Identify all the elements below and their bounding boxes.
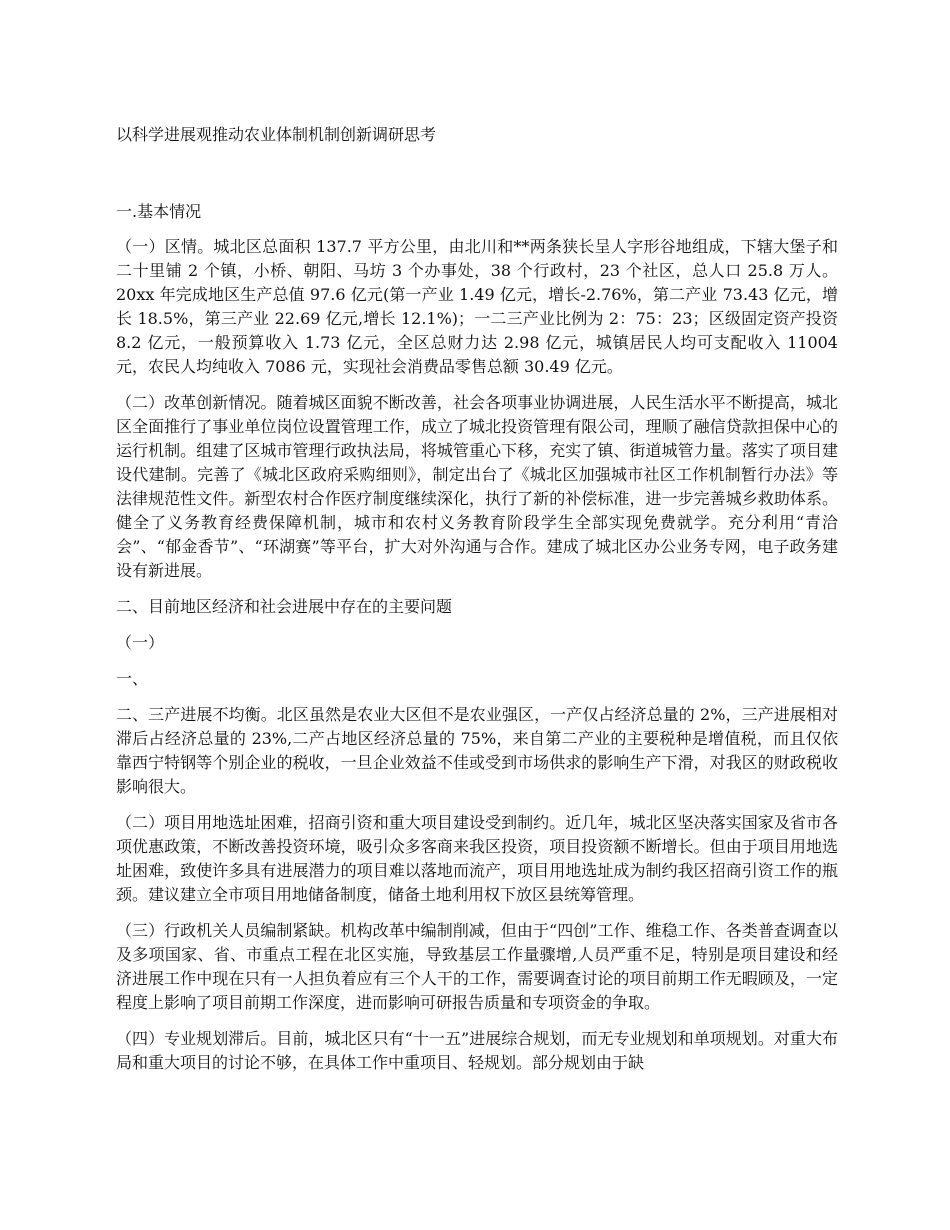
section-heading-main-problems: 二、目前地区经济和社会进展中存在的主要问题: [116, 597, 453, 616]
paragraph-planning-lag: （四）专业规划滞后。目前，城北区只有“十一五”进展综合规划，而无专业规划和单项规划。对重大布局和重大项目的讨论不够，在具体工作中重项目、轻规划。部分规划由于缺: [116, 1029, 838, 1072]
paragraph-land-siting: （二）项目用地选址困难，招商引资和重大项目建设受到制约。近几年，城北区坚决落实国家及省市各项优惠政策，不断改善投资环境，吸引众多客商来我区投资，项目投资额不断增长。但由于项目用地选址困难，致使许多具有进展潜力的项目难以落地而流产，项目用地选址成为制约我区招商引资工作的瓶颈。建议建立全市项目用地储备制度，储备土地利用权下放区县统筹管理。: [116, 813, 838, 904]
paragraph-subheading-numeral-one: 一、: [116, 669, 149, 688]
paragraph-district-overview: （一）区情。城北区总面积 137.7 平方公里，由北川和**两条狭长呈人字形谷地组成，下辖大堡子和二十里铺 2 个镇，小桥、朝阳、马坊 3 个办事处，38 个行政村，23 个社区，总人口 25.8 万人。20xx 年完成地区生产总值 97.6 亿元(第一产业 1.49 亿元，增长-2.76%，第二产业 73.43 亿元，增长 18.5%，第三产业 22.69 亿元,增长 12.1%)；一二三产业比例为 2：75：23；区级固定资产投资 8.2 亿元，一般预算收入 1.73 亿元，全区总财力达 2.98 亿元，城镇居民人均可支配收入 11004 元，农民人均纯收入 7086 元，实现社会消费品零售总额 30.49 亿元。: [116, 237, 838, 376]
paragraph-subheading-one: （一）: [116, 633, 165, 652]
paragraph-staffing-shortage: （三）行政机关人员编制紧缺。机构改革中编制削减，但由于“四创”工作、维稳工作、各类普查调查以及多项国家、省、市重点工程在北区实施，导致基层工作量骤增,人员严重不足，特别是项目建设和经济进展工作中现在只有一人担负着应有三个人干的工作，需要调查讨论的项目前期工作无暇顾及，一定程度上影响了项目前期工作深度，进而影响可研报告质量和专项资金的争取。: [116, 921, 838, 1012]
paragraph-reform-innovation: （二）改革创新情况。随着城区面貌不断改善，社会各项事业协调进展，人民生活水平不断提高，城北区全面推行了事业单位岗位设置管理工作，成立了城北投资管理有限公司，理顺了融信贷款担保中心的运行机制。组建了区城市管理行政执法局，将城管重心下移，充实了镇、街道城管力量。落实了项目建设代建制。完善了《城北区政府采购细则》，制定出台了《城北区加强城市社区工作机制暂行办法》等法律规范性文件。新型农村合作医疗制度继续深化，执行了新的补偿标准，进一步完善城乡救助体系。健全了义务教育经费保障机制，城市和农村义务教育阶段学生全部实现免费就学。充分利用“青洽会”、“郁金香节”、“环湖赛”等平台，扩大对外沟通与合作。建成了城北区办公业务专网，电子政务建设有新进展。: [116, 393, 838, 580]
section-heading-basic-situation: 一.基本情况: [116, 202, 202, 221]
document-body: [116, 200, 838, 1087]
document-title: 以科学进展观推动农业体制机制创新调研思考: [116, 125, 437, 144]
paragraph-industry-imbalance: 二、三产进展不均衡。北区虽然是农业大区但不是农业强区，一产仅占经济总量的 2%，三产进展相对滞后占经济总量的 23%,二产占地区经济总量的 75%，来自第二产业的主要税种是增值税，而且仅依靠西宁特钢等个别企业的税收，一旦企业效益不佳或受到市场供求的影响生产下滑，对我区的财政税收影响很大。: [116, 705, 838, 796]
